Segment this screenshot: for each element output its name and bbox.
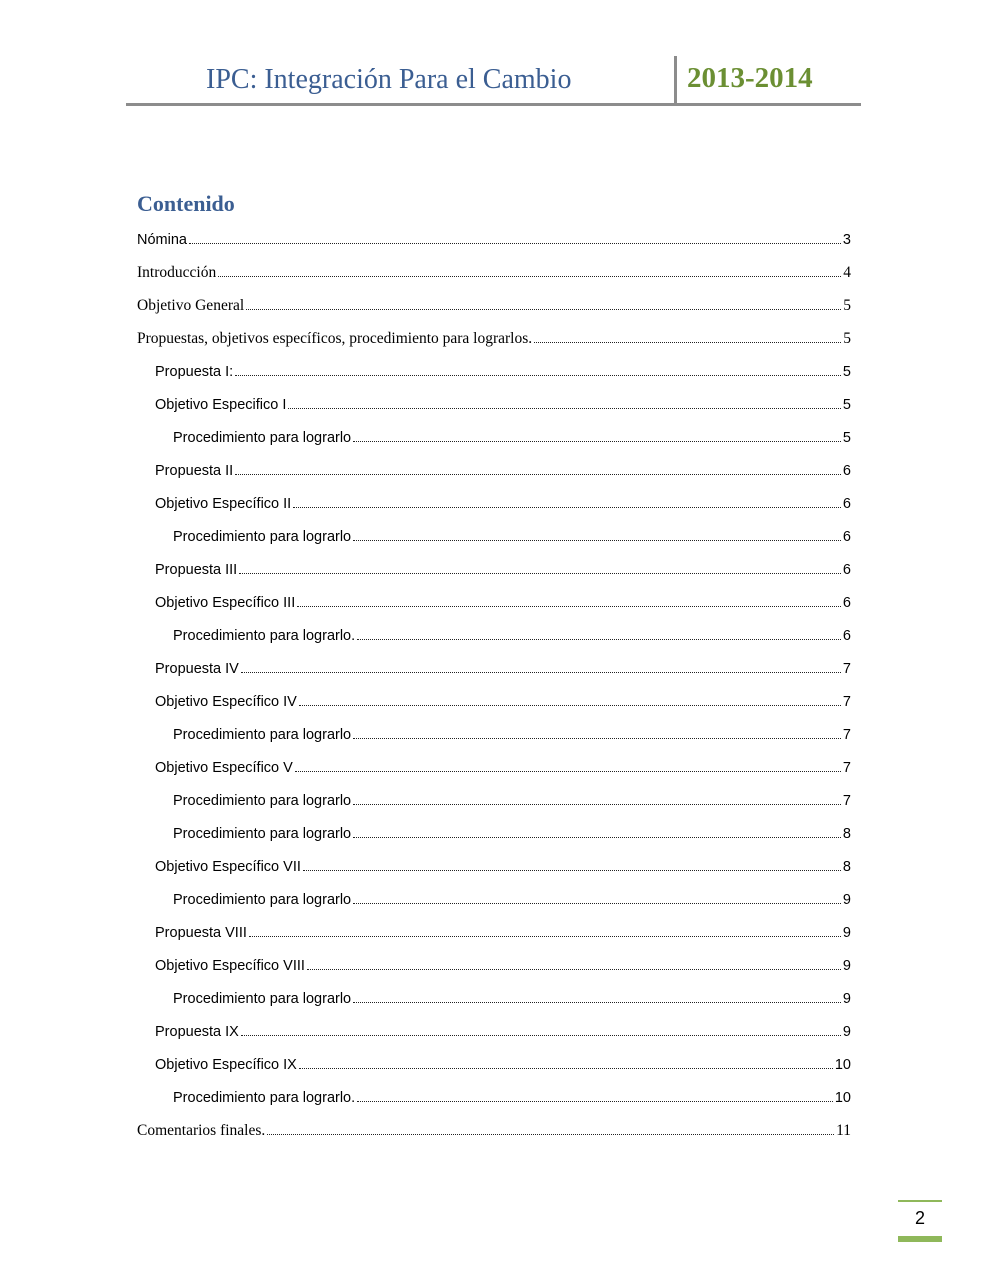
table-of-contents <box>137 223 851 1147</box>
header-rule <box>126 103 861 106</box>
page-header <box>126 56 861 106</box>
toc-entry[interactable]: Procedimiento para lograrlo. 6 <box>173 627 851 644</box>
toc-entry[interactable]: Propuesta I: 5 <box>155 363 851 380</box>
page-number-bottom-rule <box>898 1236 942 1242</box>
toc-entry[interactable]: Procedimiento para lograrlo 9 <box>173 990 851 1007</box>
toc-entry[interactable]: Procedimiento para lograrlo. 10 <box>173 1089 851 1106</box>
toc-entry[interactable]: Objetivo Especifico I 5 <box>155 396 851 413</box>
header-divider <box>674 56 677 103</box>
toc-heading: Contenido <box>137 191 235 216</box>
toc-entry[interactable]: Propuesta VIII 9 <box>155 924 851 941</box>
toc-entry[interactable]: Procedimiento para lograrlo 7 <box>173 792 851 809</box>
toc-entry[interactable]: Propuesta II 6 <box>155 462 851 479</box>
toc-entry[interactable]: Nómina 3 <box>137 231 851 248</box>
toc-entry[interactable]: Procedimiento para lograrlo 7 <box>173 726 851 743</box>
toc-entry[interactable]: Objetivo General 5 <box>137 296 851 314</box>
toc-entry[interactable]: Comentarios finales. 11 <box>137 1121 851 1139</box>
page-number-box <box>898 1200 942 1242</box>
toc-entry[interactable]: Procedimiento para lograrlo 5 <box>173 429 851 446</box>
toc-entry[interactable]: Objetivo Específico II 6 <box>155 495 851 512</box>
toc-entry[interactable]: Objetivo Específico V 7 <box>155 759 851 776</box>
toc-entry[interactable]: Objetivo Específico III 6 <box>155 594 851 611</box>
toc-entry[interactable]: Propuestas, objetivos específicos, procedimiento para lograrlos. 5 <box>137 329 851 347</box>
toc-entry[interactable]: Objetivo Específico VIII 9 <box>155 957 851 974</box>
toc-entry[interactable]: Objetivo Específico VII 8 <box>155 858 851 875</box>
toc-entry[interactable]: Objetivo Específico IX 10 <box>155 1056 851 1073</box>
toc-entry[interactable]: Propuesta III 6 <box>155 561 851 578</box>
toc-entry[interactable]: Procedimiento para lograrlo 6 <box>173 528 851 545</box>
toc-entry[interactable]: Procedimiento para lograrlo 9 <box>173 891 851 908</box>
document-year: 2013-2014 <box>687 62 813 94</box>
page-number: 2 <box>914 1208 925 1228</box>
toc-entry[interactable]: Propuesta IX 9 <box>155 1023 851 1040</box>
page-number-top-rule <box>898 1200 942 1202</box>
toc-entry[interactable]: Propuesta IV 7 <box>155 660 851 677</box>
toc-entry[interactable]: Introducción 4 <box>137 263 851 281</box>
document-title: IPC: Integración Para el Cambio <box>206 64 572 95</box>
toc-entry[interactable]: Procedimiento para lograrlo 8 <box>173 825 851 842</box>
toc-entry[interactable]: Objetivo Específico IV 7 <box>155 693 851 710</box>
